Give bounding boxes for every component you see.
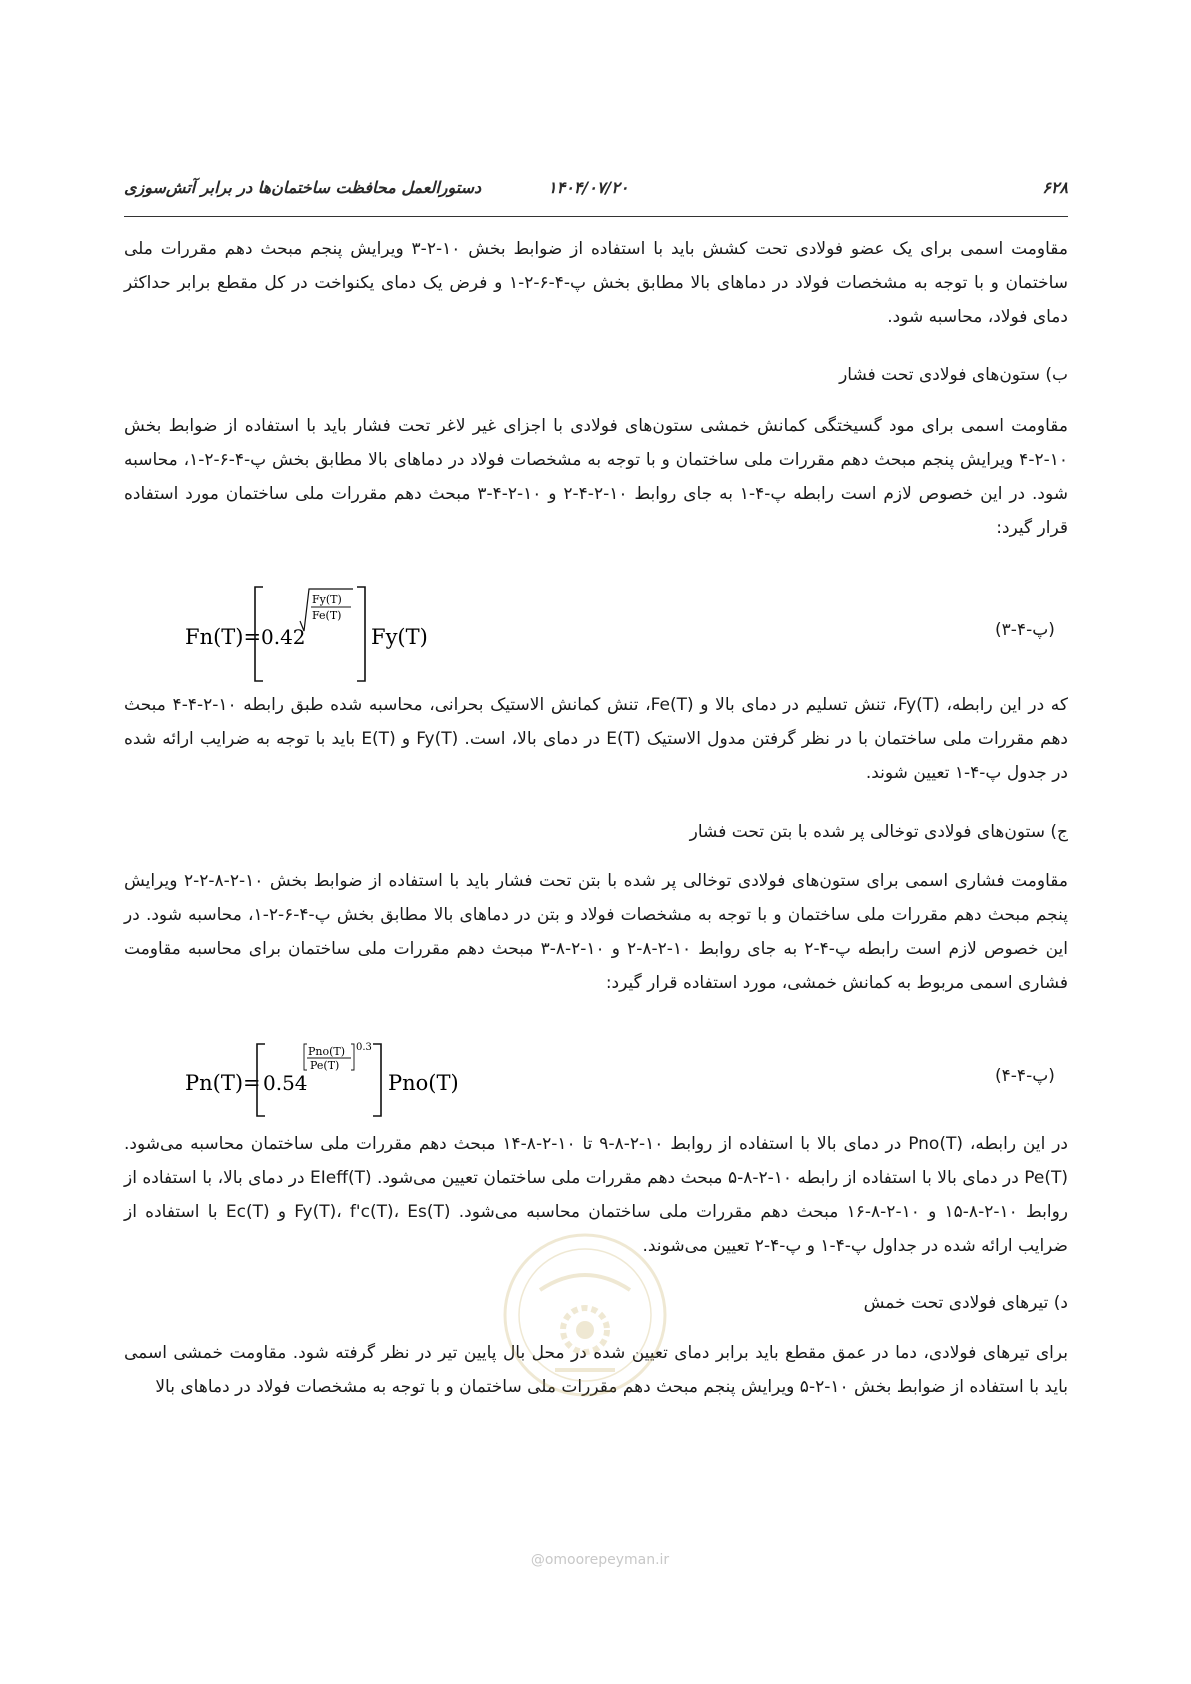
paragraph-fn-definitions: که در این رابطه، Fy(T)، تنش تسلیم در دمای بالا و Fe(T)، تنش کمانش الاستیک بحرانی، محاسبه شده طبق رابطه ۱۰-۲-۴-۴ مبحث دهم مقررات ملی ساختمان با در نظر گرفتن مدول الاستیک E(T) در دمای بالا، است. Fy(T) و E(T) باید با توجه به ضرایب ارائه شده در جدول پ-۴-۱ تعیین شوند. [124,695,1068,783]
equation-number-2: (پ-۴-۴) [995,1066,1055,1086]
page-number: ۶۲۸ [1042,178,1068,197]
eq1-lhs: Fn(T)= [185,625,262,649]
eq1-num: Fy(T) [312,593,342,606]
watermark-text: @omoorepeyman.ir [530,1552,670,1568]
eq2-lhs: Pn(T)= [185,1071,261,1095]
heading-columns-compression: ب) ستون‌های فولادی تحت فشار [839,365,1068,385]
paragraph-filled-columns: مقاومت فشاری اسمی برای ستون‌های فولادی توخالی پر شده با بتن تحت فشار باید با استفاده از ضوابط بخش ۱۰-۲-۸-۲-۲ ویرایش پنجم مبحث دهم مقررات ملی ساختمان و با توجه به مشخصات فولاد و بتن در دماهای بالا مطابق بخش پ-۴-۶-۲-۱، محاسبه شود. در این خصوص لازم است رابطه پ-۴-۲ به جای روابط ۱۰-۲-۸-۲ و ۱۰-۲-۸-۳ مبحث دهم مقررات ملی ساختمان برای محاسبه مقاومت فشاری اسمی مربوط به کمانش خمشی، مورد استفاده قرار گیرد: [124,871,1069,993]
equation-fn-svg [185,585,485,683]
eq1-den: Fe(T) [312,609,342,622]
paragraph-beams: برای تیرهای فولادی، دما در عمق مقطع باید برابر دمای تعیین شده در محل بال پایین تیر در نظر گرفته شود. مقاومت خمشی اسمی باید با استفاده از ضوابط بخش ۱۰-۲-۵ ویرایش پنجم مبحث دهم مقررات ملی ساختمان و با توجه به مشخصات فولاد در دماهای بالا [124,1343,1068,1397]
eq2-right-bracket [373,1044,381,1116]
paragraph-columns: مقاومت اسمی برای مود گسیختگی کمانش خمشی ستون‌های فولادی با اجزای غیر لاغر تحت فشار باید با استفاده از ضوابط بخش ۱۰-۲-۴ ویرایش پنجم مبحث دهم مقررات ملی ساختمان و با توجه به مشخصات فولاد در دماهای بالا مطابق بخش پ-۴-۶-۲-۱، محاسبه شود. در این خصوص لازم است رابطه پ-۴-۱ به جای روابط ۱۰-۲-۴-۲ و ۱۰-۲-۴-۳ مبحث دهم مقررات ملی ساختمان مورد استفاده قرار گیرد: [124,416,1068,538]
eq2-coef: 0.54 [263,1071,308,1095]
watermark-logo-svg [500,1230,670,1400]
eq1-rhs: Fy(T) [371,625,428,649]
eq2-rhs: Pno(T) [388,1071,459,1095]
eq1-right-bracket [357,587,365,681]
header-divider [124,216,1068,217]
paragraph-tension: مقاومت اسمی برای یک عضو فولادی تحت کشش باید با استفاده از ضوابط بخش ۱۰-۲-۳ ویرایش پنجم مبحث دهم مقررات ملی ساختمان و با توجه به مشخصات فولاد در دماهای بالا مطابق بخش پ-۴-۶-۲-۱ و فرض یک دمای یکنواخت در کل مقطع برابر حداکثر دمای فولاد، محاسبه شود. [124,239,1069,327]
paragraph-pn-definitions: در این رابطه، Pno(T) در دمای بالا با استفاده از روابط ۱۰-۲-۸-۹ تا ۱۰-۲-۸-۱۴ مبحث دهم مقررات ملی ساختمان محاسبه می‌شود. Pe(T) در دمای بالا با استفاده از رابطه ۱۰-۲-۸-۵ مبحث دهم مقررات ملی ساختمان تعیین می‌شود. EIeff(T) در دمای بالا، با استفاده از روابط ۱۰-۲-۸-۱۵ و ۱۰-۲-۸-۱۶ مبحث دهم مقررات ملی ساختمان محاسبه می‌شود. Fy(T)، f'c(T)، Es(T) و Ec(T) با استفاده از ضرایب ارائه شده در جداول پ-۴-۱ و پ-۴-۲ تعیین می‌شوند. [124,1134,1069,1256]
equation-pn-svg [185,1040,505,1120]
equation-number-1: (پ-۴-۳) [995,620,1055,640]
heading-beams-flexure: د) تیرهای فولادی تحت خمش [863,1293,1068,1313]
page-header [124,178,1068,202]
header-title: دستورالعمل محافظت ساختمان‌ها در برابر آتش‌سوزی [124,178,482,197]
eq2-exp: 0.3 [356,1042,372,1053]
eq2-exp-left-bracket [304,1044,307,1070]
eq2-num: Pno(T) [308,1045,346,1058]
watermark-logo [500,1230,670,1400]
equation-pn [185,1040,505,1124]
eq2-den: Pe(T) [310,1059,340,1072]
header-date: ۱۴۰۴/۰۷/۲۰ [548,178,629,197]
eq2-exp-right-bracket [351,1044,354,1070]
heading-filled-columns: ج) ستون‌های فولادی توخالی پر شده با بتن تحت فشار [689,822,1068,842]
eq1-coef: 0.42 [261,625,306,649]
equation-fn [185,585,485,687]
